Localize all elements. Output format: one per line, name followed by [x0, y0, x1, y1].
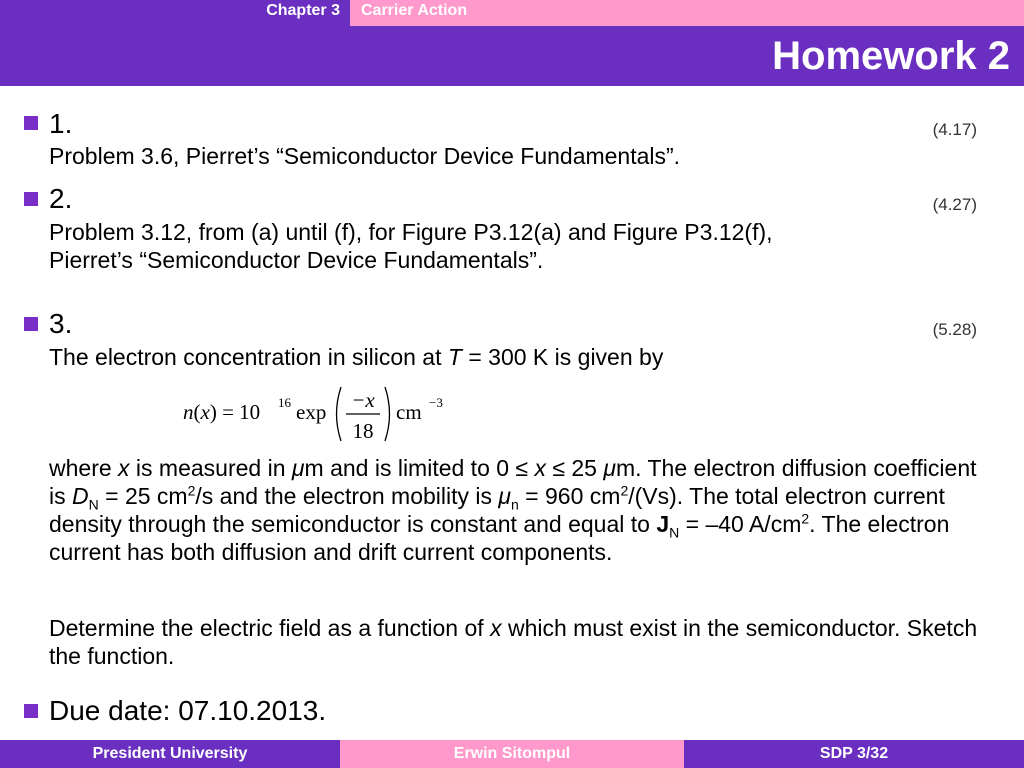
bullet-square-icon — [24, 116, 38, 130]
svg-text:cm: cm — [396, 400, 422, 424]
footer-page-number: SDP 3/32 — [684, 740, 1024, 768]
item-3-paragraph-1: where x is measured in μm and is limited to 0 ≤ x ≤ 25 μm. The electron diffusion coefficient is $D_N = 25$ $cm^2/s$ and the electron mobility is $\mu_n = 960$ $cm^2/(Vs)$. The total electron current density through the semiconductor is constant and equal to $J_N = -40$ $A/cm^2$. The electron current has both diffusion and drift current components. — [49, 455, 977, 565]
concentration-equation: n(x) = 10 16 exp −x 18 cm −3 — [183, 383, 453, 445]
footer-author: Erwin Sitompul — [340, 740, 684, 768]
item-2-ref: (4.27) — [932, 195, 977, 214]
svg-text:−x: −x — [351, 388, 375, 412]
svg-text:−3: −3 — [429, 395, 443, 410]
top-bar — [0, 0, 1024, 26]
chapter-block — [0, 0, 350, 26]
bullet-square-icon — [24, 192, 38, 206]
item-3-paragraph-2: Determine the electric field as a function of x which must exist in the semiconductor. Sketch the function. — [49, 615, 978, 669]
item-1-number: 1. — [49, 108, 73, 139]
equation-fraction — [331, 383, 451, 445]
due-date: Due date: 07.10.2013. — [49, 695, 327, 726]
item-3-ref: (5.28) — [932, 320, 977, 339]
item-1-text: Problem 3.6, Pierret’s “Semiconductor Device Fundamentals”. — [49, 143, 681, 169]
bullet-square-icon — [24, 704, 38, 718]
item-2-line-1: Problem 3.12, from (a) until (f), for Figure P3.12(a) and Figure P3.12(f), — [49, 219, 773, 245]
item-1-ref: (4.17) — [932, 120, 977, 139]
svg-text:18: 18 — [352, 419, 374, 443]
footer-university: President University — [0, 740, 340, 768]
footer-bar — [0, 740, 1024, 768]
item-2-number: 2. — [49, 183, 73, 214]
slide-content — [0, 86, 1024, 740]
title-bar — [0, 26, 1024, 86]
slide-title: Homework 2 — [772, 34, 1010, 78]
chapter-label: Chapter 3 — [266, 2, 340, 19]
item-3-number: 3. — [49, 308, 73, 339]
item-2-line-2: Pierret’s “Semiconductor Device Fundamentals”. — [49, 247, 544, 273]
topic-label: Carrier Action — [361, 2, 468, 19]
bullet-square-icon — [24, 317, 38, 331]
item-3-intro: The electron concentration in silicon at T = 300 K is given by — [49, 344, 664, 370]
